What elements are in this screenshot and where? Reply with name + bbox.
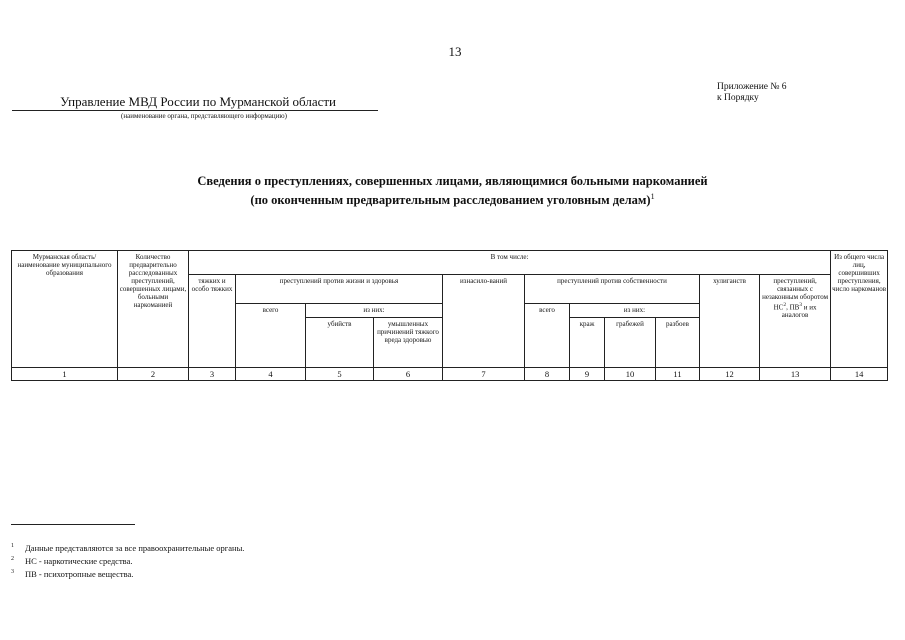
column-number: 12 <box>700 368 760 381</box>
column-number: 7 <box>443 368 525 381</box>
column-number: 10 <box>605 368 656 381</box>
drug-crimes-text-b: , ПВ <box>786 303 800 312</box>
column-number: 8 <box>525 368 570 381</box>
header-murders: убийств <box>306 318 374 368</box>
column-number: 2 <box>118 368 189 381</box>
header-assaults: разбоев <box>656 318 700 368</box>
title-line-1: Сведения о преступлениях, совершенных лицами, являющимися больными наркоманией <box>197 174 708 188</box>
footnotes <box>11 541 244 579</box>
title-line-2 <box>150 189 755 208</box>
footnote-text: ПВ - психотропные вещества. <box>25 568 134 579</box>
footnote-item <box>11 567 244 580</box>
drug-crimes-text-a: преступлений, связанных с незаконным оборотом НС <box>762 277 829 312</box>
report-table <box>11 250 888 381</box>
header-crime-count: Количество предварительно расследованных преступлений, совершенных лицами, больными наркоманией <box>118 251 189 368</box>
header-property-of-them: из них: <box>570 304 700 318</box>
appendix-note <box>717 82 787 104</box>
appendix-line-2: к Порядку <box>717 93 759 103</box>
title-footnote-mark: 1 <box>650 192 655 201</box>
column-number: 11 <box>656 368 700 381</box>
footnote-mark: 2 <box>11 555 14 562</box>
header-life-total: всего <box>236 304 306 368</box>
header-property-total: всего <box>525 304 570 368</box>
header-grievous-harm: умышленных причинений тяжкого вреда здоровью <box>374 318 443 368</box>
appendix-line-1: Приложение № 6 <box>717 82 787 92</box>
footnote-item <box>11 541 244 554</box>
document-title <box>150 174 755 208</box>
header-addicts-of-total: Из общего числа лиц, совершивших преступления, число наркоманов <box>831 251 888 368</box>
organization-name: Управление МВД России по Мурманской области <box>60 94 336 109</box>
column-number: 1 <box>12 368 118 381</box>
column-number: 5 <box>306 368 374 381</box>
header-thefts: краж <box>570 318 605 368</box>
column-number: 14 <box>831 368 888 381</box>
header-including: В том числе: <box>189 251 831 275</box>
footnote-item <box>11 554 244 567</box>
column-number: 4 <box>236 368 306 381</box>
header-drug-crimes <box>760 275 831 368</box>
header-region: Мурманская область/ наименование муниципального образования <box>12 251 118 368</box>
page-number: 13 <box>448 44 462 59</box>
header-life-health: преступлений против жизни и здоровья <box>236 275 443 304</box>
organization-caption: (наименование органа, представляющего информацию) <box>121 112 287 120</box>
header-robberies: грабежей <box>605 318 656 368</box>
footnote-text: Данные представляются за все правоохранительные органы. <box>25 542 245 553</box>
header-grave-crimes: тяжких и особо тяжких <box>189 275 236 368</box>
footnote-mark: 1 <box>11 543 14 549</box>
header-life-of-them: из них: <box>306 304 443 318</box>
drug-crimes-text-c: и их аналогов <box>781 303 817 320</box>
column-number: 6 <box>374 368 443 381</box>
footnote-text: НС - наркотические средства. <box>25 555 133 566</box>
header-hooliganism: хулиганств <box>700 275 760 368</box>
footnote-separator <box>11 524 135 525</box>
column-number: 13 <box>760 368 831 381</box>
drug-crimes-sup-2: 3 <box>799 302 803 308</box>
title-line-2-text: (по оконченным предварительным расследованием уголовным делам) <box>250 193 651 208</box>
organization-block <box>12 94 378 120</box>
organization-underline <box>12 110 378 111</box>
drug-crimes-sup-1: 2 <box>783 302 787 308</box>
header-rapes: изнасило-ваний <box>443 275 525 368</box>
column-number: 9 <box>570 368 605 381</box>
header-property: преступлений против собственности <box>525 275 700 304</box>
column-number: 3 <box>189 368 236 381</box>
footnote-mark: 3 <box>11 568 14 575</box>
